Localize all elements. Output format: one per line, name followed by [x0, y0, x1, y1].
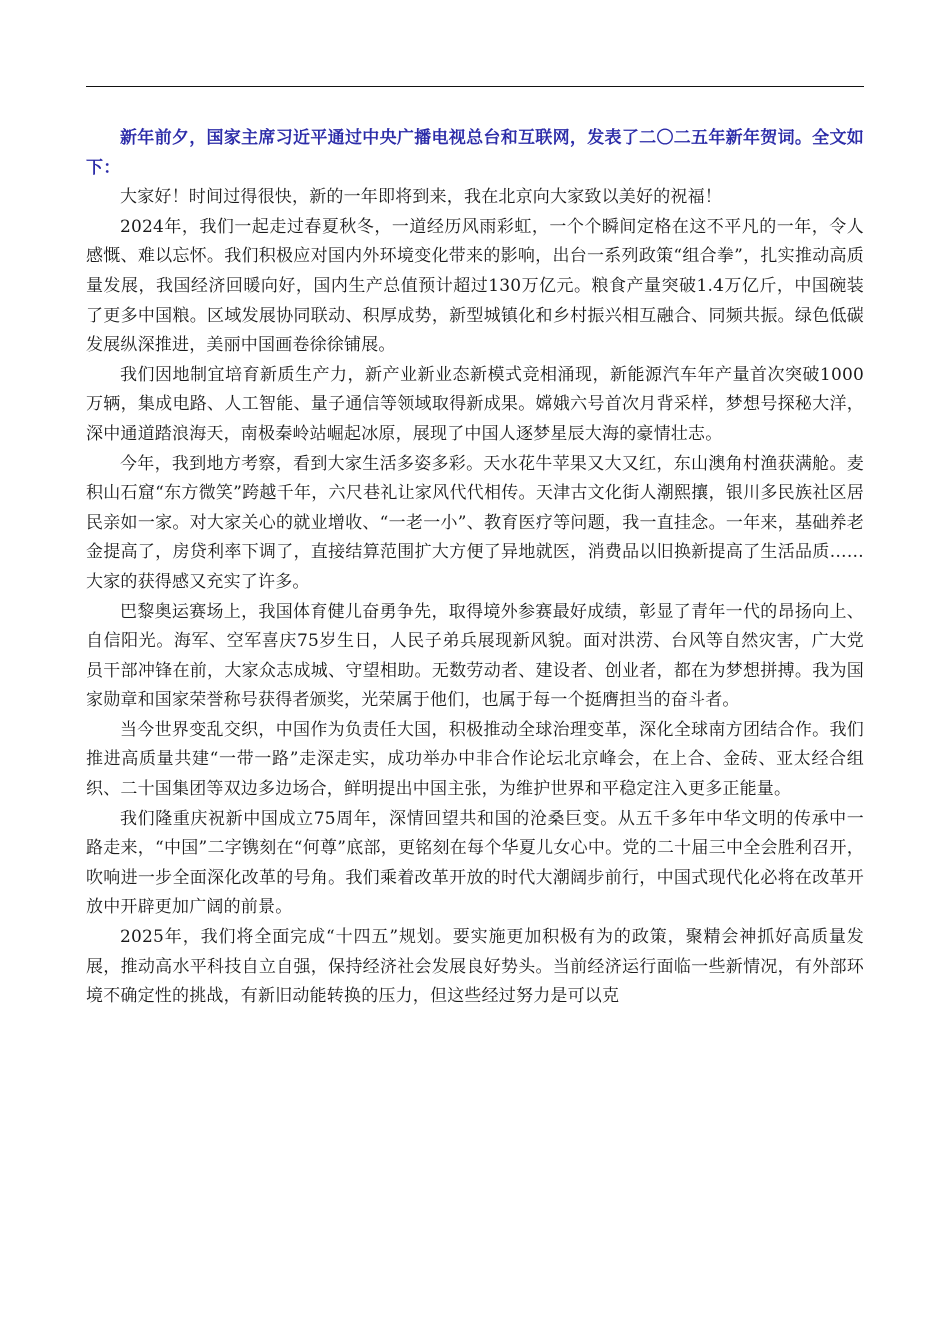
document-page [86, 0, 864, 1344]
document-body [86, 124, 864, 1012]
paragraph-local-inspection: 今年，我到地方考察，看到大家生活多姿多彩。天水花牛苹果又大又红，东山澳角村渔获满舱。麦积山石窟“东方微笑”跨越千年，六尺巷礼让家风代代相传。天津古文化街人潮熙攘，银川多民族社区居民亲如一家。对大家关心的就业增收、“一老一小”、教育医疗等问题，我一直挂念。一年来，基础养老金提高了，房贷利率下调了，直接结算范围扩大方便了异地就医，消费品以旧换新提高了生活品质……大家的获得感又充实了许多。 [86, 453, 864, 592]
paragraph-75th-anniversary: 我们隆重庆祝新中国成立75周年，深情回望共和国的沧桑巨变。从五千多年中华文明的传承中一路走来，“中国”二字镌刻在“何尊”底部，更铭刻在每个华夏儿女心中。党的二十届三中全会胜利召开，吹响进一步全面深化改革的号角。我们乘着改革开放的时代大潮阔步前行，中国式现代化必将在改革开放中开辟更加广阔的前景。 [86, 808, 864, 918]
paragraph-world-affairs: 当今世界变乱交织，中国作为负责任大国，积极推动全球治理变革，深化全球南方团结合作。我们推进高质量共建“一带一路”走深走实，成功举办中非合作论坛北京峰会，在上合、金砖、亚太经合组织、二十国集团等双边多边场合，鲜明提出中国主张，为维护世界和平稳定注入更多正能量。 [86, 719, 864, 800]
intro-paragraph: 新年前夕，国家主席习近平通过中央广播电视总台和互联网，发表了二〇二五年新年贺词。全文如下： [86, 128, 864, 178]
paragraph-new-productivity: 我们因地制宜培育新质生产力，新产业新业态新模式竞相涌现，新能源汽车年产量首次突破1000万辆，集成电路、人工智能、量子通信等领域取得新成果。嫦娥六号首次月背采样，梦想号探秘大洋，深中通道踏浪海天，南极秦岭站崛起冰原，展现了中国人逐梦星辰大海的豪情壮志。 [86, 364, 864, 444]
paragraph-2024-review: 2024年，我们一起走过春夏秋冬，一道经历风雨彩虹，一个个瞬间定格在这不平凡的一年，令人感慨、难以忘怀。我们积极应对国内外环境变化带来的影响，出台一系列政策“组合拳”，扎实推动高质量发展，我国经济回暖向好，国内生产总值预计超过130万亿元。粮食产量突破1.4万亿斤，中国碗装了更多中国粮。区域发展协同联动、积厚成势，新型城镇化和乡村振兴相互融合、同频共振。绿色低碳发展纵深推进，美丽中国画卷徐徐铺展。 [86, 216, 864, 356]
paragraph-2025-plan: 2025年，我们将全面完成“十四五”规划。要实施更加积极有为的政策，聚精会神抓好高质量发展，推动高水平科技自立自强，保持经济社会发展良好势头。当前经济运行面临一些新情况，有外部环境不确定性的挑战，有新旧动能转换的压力，但这些经过努力是可以克 [86, 927, 864, 1007]
paragraph-greeting: 大家好！时间过得很快，新的一年即将到来，我在北京向大家致以美好的祝福！ [120, 187, 722, 208]
paragraph-olympics: 巴黎奥运赛场上，我国体育健儿奋勇争先，取得境外参赛最好成绩，彰显了青年一代的昂扬向上、自信阳光。海军、空军喜庆75岁生日，人民子弟兵展现新风貌。面对洪涝、台风等自然灾害，广大党员干部冲锋在前，大家众志成城、守望相助。无数劳动者、建设者、创业者，都在为梦想拼搏。我为国家勋章和国家荣誉称号获得者颁奖，光荣属于他们，也属于每一个挺膺担当的奋斗者。 [86, 601, 864, 711]
header-rule [86, 86, 864, 87]
